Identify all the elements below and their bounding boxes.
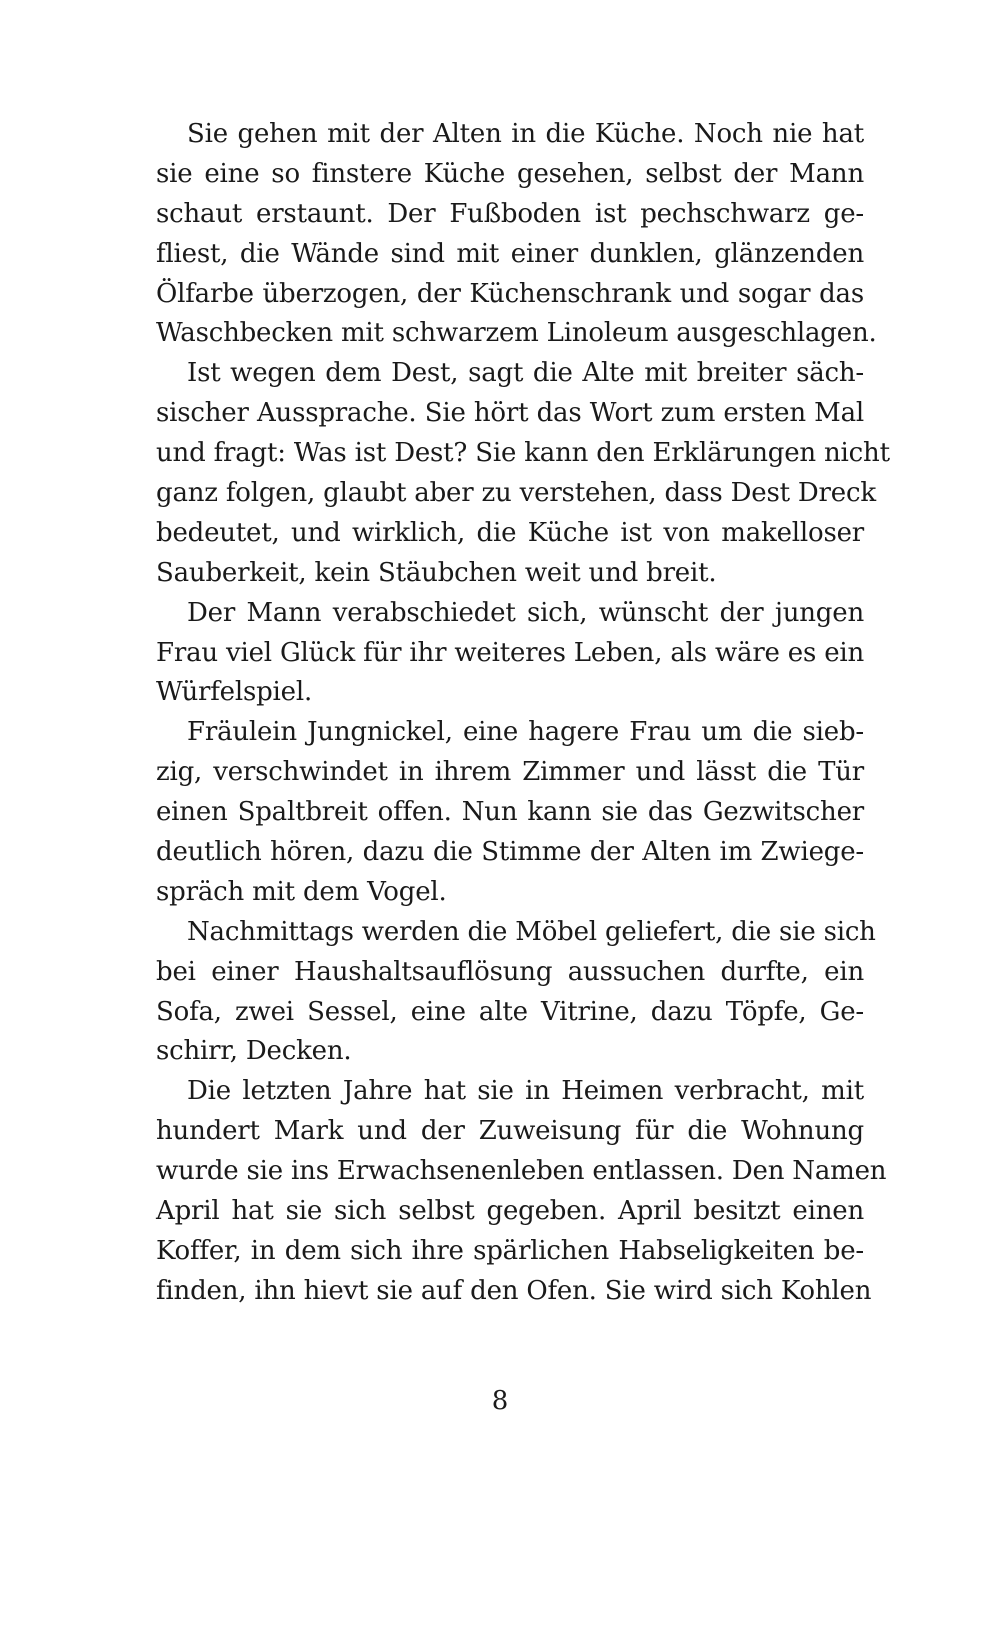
text-line: April hat sie sich selbst gegeben. April besitzt einen — [156, 1196, 864, 1227]
text-line: spräch mit dem Vogel. — [156, 876, 447, 907]
text-line: Ist wegen dem Dest, sagt die Alte mit breiter säch- — [187, 358, 864, 389]
text-line: wurde sie ins Erwachsenenleben entlassen. Den Namen — [156, 1156, 887, 1187]
paragraph-2 — [156, 354, 890, 593]
text-line: Fräulein Jungnickel, eine hagere Frau um die sieb- — [187, 717, 864, 748]
text-line: schaut erstaunt. Der Fußboden ist pechschwarz ge- — [156, 198, 864, 229]
text-line: Sauberkeit, kein Stäubchen weit und breit. — [156, 557, 717, 588]
text-line: deutlich hören, dazu die Stimme der Alten im Zwiege- — [156, 837, 864, 868]
paragraph-6 — [156, 1072, 887, 1311]
text-line: Der Mann verabschiedet sich, wünscht der jungen — [187, 597, 864, 628]
body-text — [156, 115, 890, 1312]
text-line: schirr, Decken. — [156, 1036, 352, 1067]
text-line: Waschbecken mit schwarzem Linoleum ausgeschlagen. — [156, 318, 877, 349]
text-line: bei einer Haushaltsauflösung aussuchen durfte, ein — [156, 956, 864, 987]
paragraph-5 — [156, 913, 876, 1073]
paragraph-4 — [156, 713, 864, 912]
text-line: Sofa, zwei Sessel, eine alte Vitrine, dazu Töpfe, Ge- — [156, 996, 864, 1027]
text-line: ganz folgen, glaubt aber zu verstehen, dass Dest Dreck — [156, 478, 876, 509]
text-line: und fragt: Was ist Dest? Sie kann den Erklärungen nicht — [156, 438, 890, 469]
text-line: Sie gehen mit der Alten in die Küche. Noch nie hat — [187, 119, 864, 149]
text-line: fliest, die Wände sind mit einer dunklen, glänzenden — [156, 238, 864, 269]
text-line: bedeutet, und wirklich, die Küche ist von makelloser — [156, 517, 864, 548]
text-line: Würfelspiel. — [156, 677, 313, 708]
paragraph-1 — [156, 115, 877, 354]
text-line: sischer Aussprache. Sie hört das Wort zum ersten Mal — [156, 398, 864, 429]
text-line: Die letzten Jahre hat sie in Heimen verbracht, mit — [187, 1076, 864, 1107]
text-line: Koffer, in dem sich ihre spärlichen Habseligkeiten be- — [156, 1235, 864, 1266]
text-line: sie eine so finstere Küche gesehen, selbst der Mann — [156, 158, 864, 189]
text-line: zig, verschwindet in ihrem Zimmer und lässt die Tür — [156, 757, 864, 788]
text-line: hundert Mark und der Zuweisung für die Wohnung — [156, 1116, 864, 1147]
text-line: Ölfarbe überzogen, der Küchenschrank und sogar das — [156, 278, 864, 309]
text-line: einen Spaltbreit offen. Nun kann sie das Gezwitscher — [156, 797, 864, 828]
text-line: Frau viel Glück für ihr weiteres Leben, als wäre es ein — [156, 637, 865, 668]
page-number: 8 — [491, 1386, 509, 1416]
text-line: Nachmittags werden die Möbel geliefert, die sie sich — [187, 916, 876, 947]
paragraph-3 — [156, 594, 864, 714]
text-line: finden, ihn hievt sie auf den Ofen. Sie wird sich Kohlen — [156, 1275, 872, 1306]
